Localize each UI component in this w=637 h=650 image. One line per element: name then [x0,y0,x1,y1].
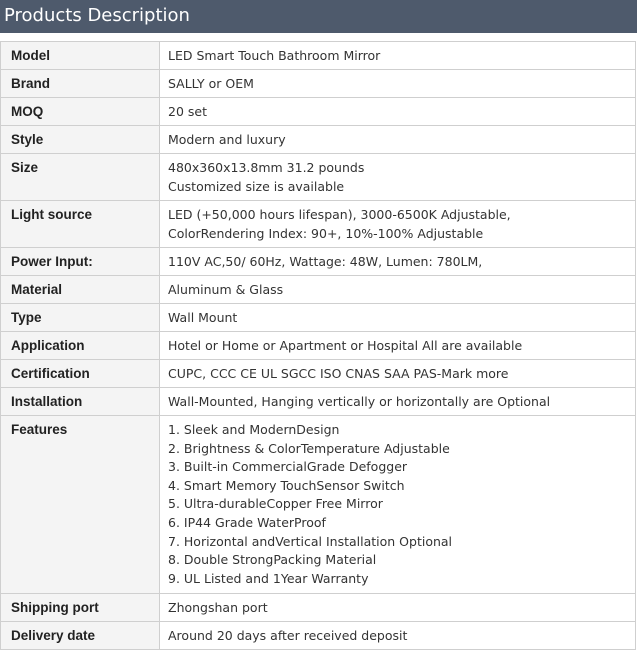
value-line: Customized size is available [168,178,345,194]
table-row [1,304,636,332]
value-line: 8. Double StrongPacking Material [168,552,377,568]
row-value [160,360,636,388]
spec-table-body [1,42,636,650]
table-row [1,70,636,98]
row-label: Type [1,304,160,332]
row-value [160,388,636,416]
row-value [160,276,636,304]
value-line: 1. Sleek and ModernDesign [168,422,340,437]
row-value [160,201,636,248]
row-label: Shipping port [1,594,160,622]
value-line: Aluminum & Glass [168,282,284,297]
row-label: Style [1,126,160,154]
value-line: 110V AC,50/ 60Hz, Wattage: 48W, Lumen: 780LM, [168,254,483,269]
value-line: Wall Mount [168,310,238,325]
row-label: Certification [1,360,160,388]
value-line: Around 20 days after received deposit [168,628,408,643]
table-row [1,42,636,70]
value-line: LED (+50,000 hours lifespan), 3000-6500K Adjustable, [168,207,511,222]
table-row [1,622,636,650]
row-label: Material [1,276,160,304]
section-title: Products Description [4,5,190,26]
value-line: Hotel or Home or Apartment or Hospital All are available [168,338,523,353]
row-label: Size [1,154,160,201]
table-row [1,248,636,276]
row-value [160,304,636,332]
row-value [160,70,636,98]
row-label: Power Input: [1,248,160,276]
value-line: 4. Smart Memory TouchSensor Switch [168,477,405,493]
row-value [160,622,636,650]
value-line: Modern and luxury [168,132,286,147]
table-row [1,126,636,154]
row-value [160,332,636,360]
row-value [160,416,636,594]
table-row [1,332,636,360]
value-line: 6. IP44 Grade WaterProof [168,514,326,530]
section-header [0,0,637,33]
row-label: Application [1,332,160,360]
value-line: 7. Horizontal andVertical Installation Optional [168,533,453,549]
row-label: Features [1,416,160,594]
table-row [1,201,636,248]
row-label: Installation [1,388,160,416]
table-row [1,416,636,594]
row-value [160,248,636,276]
value-line: 3. Built-in CommercialGrade Defogger [168,459,408,475]
table-row [1,98,636,126]
table-row [1,388,636,416]
value-line: 2. Brightness & ColorTemperature Adjustable [168,440,450,456]
value-line: CUPC, CCC CE UL SGCC ISO CNAS SAA PAS-Mark more [168,366,509,381]
value-line: 5. Ultra-durableCopper Free Mirror [168,496,383,512]
row-label: Light source [1,201,160,248]
row-label: Brand [1,70,160,98]
value-line: 9. UL Listed and 1Year Warranty [168,570,369,586]
spec-table [0,41,636,650]
row-label: Model [1,42,160,70]
table-row [1,276,636,304]
row-value [160,42,636,70]
row-value [160,126,636,154]
row-label: MOQ [1,98,160,126]
value-line: Wall-Mounted, Hanging vertically or horizontally are Optional [168,394,551,409]
value-line: LED Smart Touch Bathroom Mirror [168,48,381,63]
value-line: Zhongshan port [168,600,268,615]
table-row [1,154,636,201]
spec-table-wrap [0,41,635,650]
value-line: SALLY or OEM [168,76,254,91]
table-row [1,594,636,622]
row-value [160,98,636,126]
value-line: 480x360x13.8mm 31.2 pounds [168,160,365,175]
value-line: ColorRendering Index: 90+, 10%-100% Adjustable [168,225,484,241]
table-row [1,360,636,388]
row-value [160,594,636,622]
value-line: 20 set [168,104,207,119]
row-value [160,154,636,201]
row-label: Delivery date [1,622,160,650]
